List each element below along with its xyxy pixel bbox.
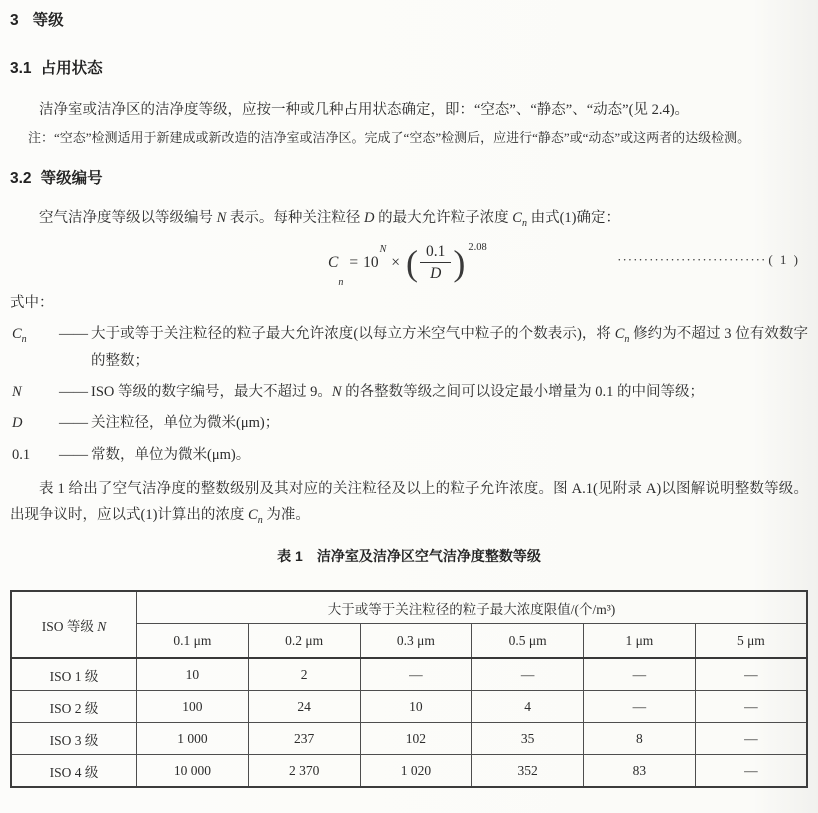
note-paragraph xyxy=(28,126,808,150)
table-caption-number: 表 1 xyxy=(277,548,303,564)
size-header: 0.3 μm xyxy=(360,624,472,659)
formula-outer-exponent: 2.08 xyxy=(468,242,487,254)
table-row xyxy=(11,691,807,723)
size-header: 0.2 μm xyxy=(248,624,360,659)
subsection-heading-class-number xyxy=(10,166,808,188)
section-title: 等级 xyxy=(32,12,64,29)
table-header xyxy=(11,591,807,658)
formula-base-exponent: N xyxy=(379,244,387,256)
concentration-value: 83 xyxy=(584,755,696,788)
span-header: 大于或等于关注粒径的粒子最大浓度限值/(个/m³) xyxy=(137,591,808,624)
subsection-heading-occupancy xyxy=(10,56,808,78)
fraction-numerator: 0.1 xyxy=(420,242,451,263)
definition-text-b: 修约为不超过 3 位有效数字的整数； xyxy=(91,326,808,369)
inline-var-subscript: n xyxy=(624,334,630,346)
table-caption-title: 洁净室及洁净区空气洁净度整数等级 xyxy=(316,548,541,564)
definition-dash: —— xyxy=(59,383,88,400)
concentration-value: 2 xyxy=(248,658,360,691)
iso-class-table xyxy=(10,590,808,788)
concentration-value: — xyxy=(472,658,584,691)
section-heading xyxy=(10,8,808,30)
concentration-value: 10 xyxy=(360,691,472,723)
inline-var-subscript: n xyxy=(257,515,263,526)
intro-text: 空气洁净度等级以等级编号 xyxy=(39,210,217,227)
concentration-value: 24 xyxy=(248,691,360,723)
concentration-value: — xyxy=(695,691,807,723)
size-header: 1 μm xyxy=(584,624,696,659)
inline-var-N: N xyxy=(331,383,342,400)
inline-var-letter: C xyxy=(248,507,258,524)
term-letter: N xyxy=(12,383,22,400)
intro-text: 的最大允许粒子浓度 xyxy=(374,210,513,227)
concentration-value: 237 xyxy=(248,723,360,755)
definition-term xyxy=(10,411,59,436)
iso-class-label: ISO 4 级 xyxy=(11,755,137,788)
concentration-value: 10 000 xyxy=(137,755,249,788)
concentration-value: — xyxy=(695,755,807,788)
note-label: 注： xyxy=(28,130,55,146)
definition-cn xyxy=(10,322,808,374)
concentration-value: 1 000 xyxy=(137,723,249,755)
definition-term xyxy=(10,322,59,374)
definition-text: 关注粒径，单位为微米(μm)； xyxy=(91,415,280,432)
definition-n xyxy=(10,380,808,405)
concentration-value: 1 020 xyxy=(360,755,472,788)
subsection-number: 3.1 xyxy=(10,60,32,77)
definition-text xyxy=(91,380,808,405)
table-row xyxy=(11,755,807,788)
open-paren: ( xyxy=(406,242,419,283)
var-Cn-letter: C xyxy=(512,210,522,227)
occupancy-paragraph: 洁净室或洁净区的洁净度等级，应按一种或几种占用状态确定，即：“空态”、“静态”、“动态”(见 2.4)。 xyxy=(39,102,690,118)
table-header-row-1 xyxy=(11,591,807,624)
corner-header-var: N xyxy=(97,618,107,634)
corner-header-text: ISO 等级 xyxy=(41,618,98,634)
corner-header xyxy=(11,591,137,658)
var-Cn-subscript: n xyxy=(521,218,527,230)
definition-term xyxy=(10,443,59,468)
concentration-value: 102 xyxy=(360,723,472,755)
size-header: 0.5 μm xyxy=(472,624,584,659)
concentration-value: — xyxy=(584,658,696,691)
concentration-value: 100 xyxy=(137,691,249,723)
iso-class-label: ISO 3 级 xyxy=(11,723,137,755)
formula-base: 10 xyxy=(363,253,379,271)
times-sign: × xyxy=(391,253,401,271)
subsection-number: 3.2 xyxy=(10,170,32,188)
term-letter: C xyxy=(12,326,22,343)
equation-leader xyxy=(617,252,800,268)
section-number: 3 xyxy=(10,12,19,29)
concentration-value: 4 xyxy=(472,691,584,723)
inline-var-letter: C xyxy=(614,326,625,343)
definition-dash: —— xyxy=(59,326,88,343)
subsection-title: 等级编号 xyxy=(40,170,103,188)
closing-text-a: 表 1 给出了空气洁净度的整数级别及其对应的关注粒径及以上的粒子允许浓度。图 A.1(见附录 A)以图解说明整数等级。出现争议时，应以式(1)计算出的浓度 xyxy=(10,481,808,524)
concentration-value: — xyxy=(695,658,807,691)
definition-dash: —— xyxy=(59,415,88,432)
var-D: D xyxy=(364,210,375,227)
concentration-value: 8 xyxy=(584,723,696,755)
table-body xyxy=(11,658,807,787)
table-row xyxy=(11,723,807,755)
size-header: 0.1 μm xyxy=(137,624,249,659)
close-paren: ) xyxy=(453,242,466,283)
class-number-intro xyxy=(10,205,808,233)
table-caption xyxy=(10,546,808,566)
var-Cn xyxy=(512,210,527,230)
term-letter: D xyxy=(12,415,23,432)
var-N: N xyxy=(216,210,227,227)
where-label: 式中： xyxy=(10,295,54,312)
size-header: 5 μm xyxy=(695,624,807,659)
note-text: “空态”检测适用于新建成或新改造的洁净室或洁净区。完成了“空态”检测后，应进行“静态”或“动态”或这两者的达级检测。 xyxy=(54,130,751,146)
definition-term xyxy=(10,380,59,405)
formula-lhs: C xyxy=(328,253,339,271)
leader-dots: ···························· xyxy=(617,252,767,268)
definition-text-a: ISO 等级的数字编号，最大不超过 9。 xyxy=(91,383,332,400)
definition-text xyxy=(91,322,808,374)
fraction-denominator: D xyxy=(430,265,442,283)
iso-class-label: ISO 1 级 xyxy=(11,658,137,691)
iso-class-label: ISO 2 级 xyxy=(11,691,137,723)
table-row xyxy=(11,658,807,691)
definition-d xyxy=(10,411,808,436)
inline-var-Cn xyxy=(248,507,263,526)
subsection-title: 占用状态 xyxy=(40,60,103,77)
equation-1-row xyxy=(10,238,808,288)
definition-01 xyxy=(10,443,808,468)
formula-lhs-subscript: n xyxy=(338,276,344,288)
fraction xyxy=(420,242,451,284)
intro-text: 表示。每种关注粒径 xyxy=(226,210,365,227)
term-value: 0.1 xyxy=(12,446,31,463)
concentration-value: 352 xyxy=(472,755,584,788)
concentration-value: — xyxy=(360,658,472,691)
equation-number: ( 1 ) xyxy=(768,252,800,268)
definition-text-b: 的各整数等级之间可以设定最小增量为 0.1 的中间等级； xyxy=(341,383,705,400)
concentration-value: 2 370 xyxy=(248,755,360,788)
concentration-value: 35 xyxy=(472,723,584,755)
definition-text-a: 大于或等于关注粒径的粒子最大允许浓度(以每立方米空气中粒子的个数表示)，将 xyxy=(91,326,615,343)
definition-dash: —— xyxy=(59,446,88,463)
concentration-value: — xyxy=(584,691,696,723)
equation-1 xyxy=(328,242,487,288)
concentration-value: 10 xyxy=(137,658,249,691)
equals-sign: = xyxy=(349,253,359,271)
inline-var-Cn xyxy=(614,326,630,346)
term-subscript: n xyxy=(21,334,27,346)
intro-text: 由式(1)确定： xyxy=(526,210,620,227)
concentration-value: — xyxy=(695,723,807,755)
closing-paragraph xyxy=(10,476,808,530)
closing-text-b: 为准。 xyxy=(262,507,310,524)
definition-text: 常数，单位为微米(μm)。 xyxy=(91,446,251,463)
